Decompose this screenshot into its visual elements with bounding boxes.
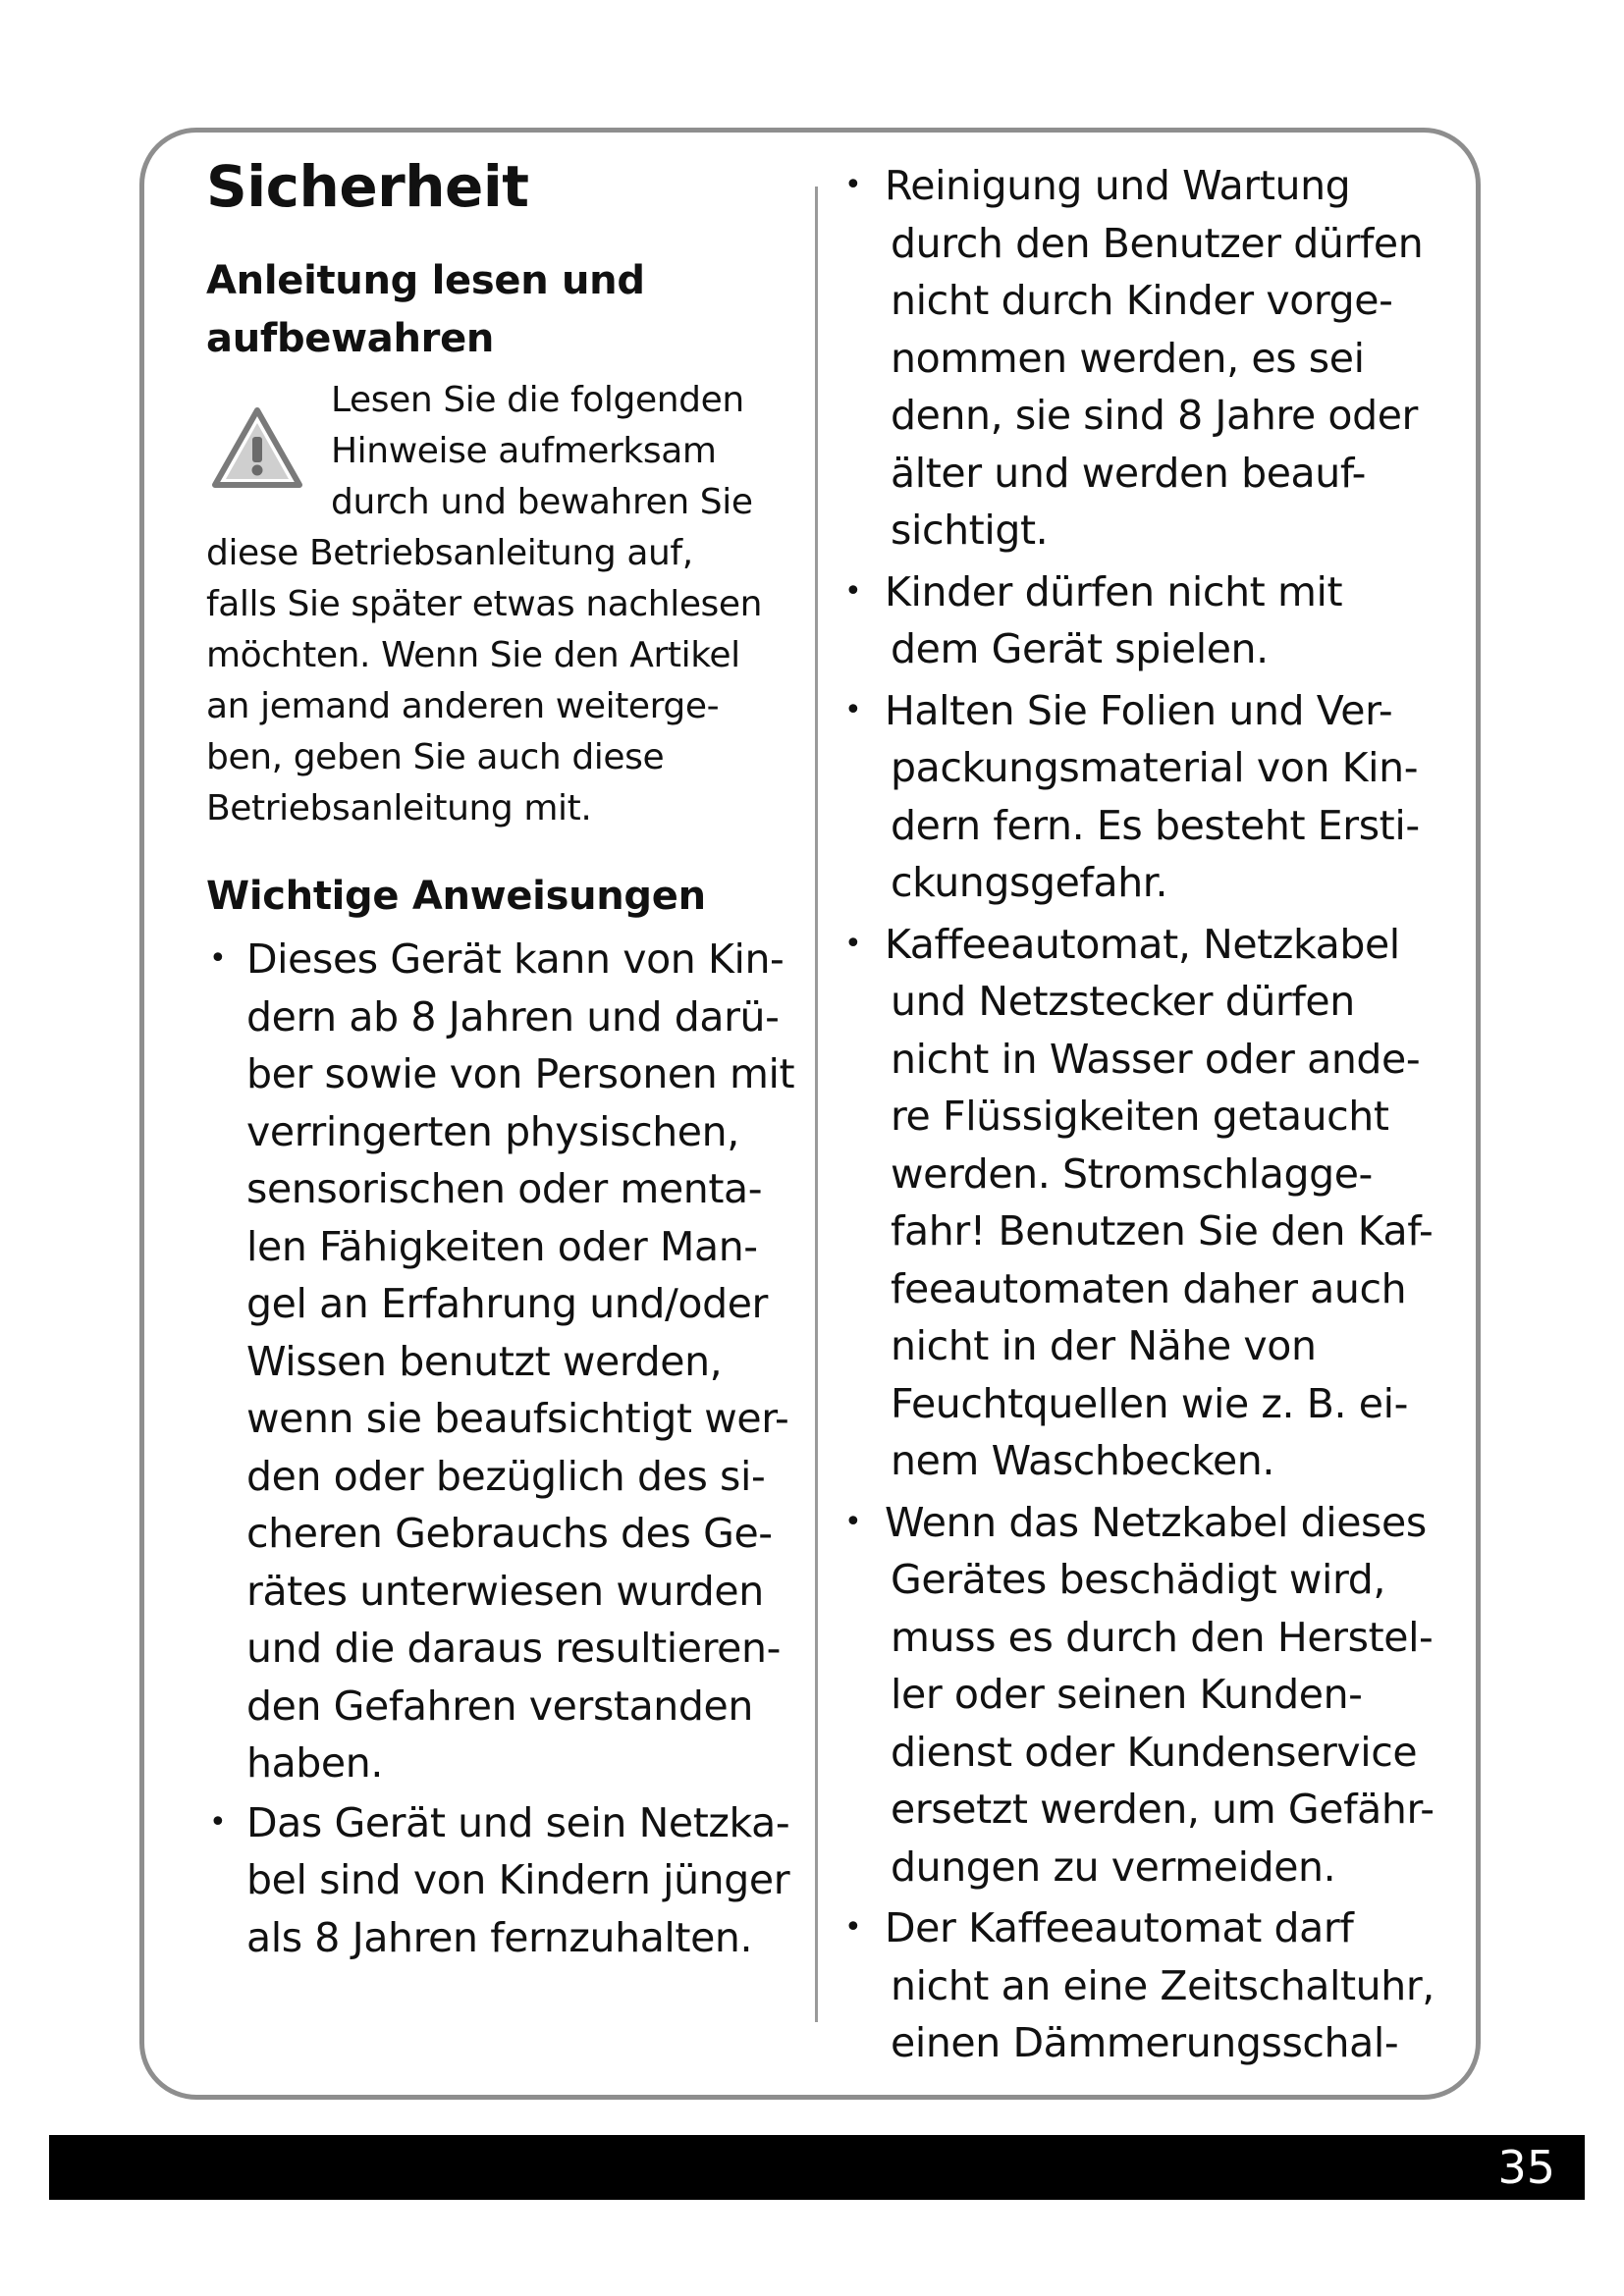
heading-line: Anleitung lesen und bbox=[206, 258, 645, 303]
read-instructions-text bbox=[206, 375, 805, 834]
text-line: denn, sie sind 8 Jahre oder bbox=[891, 392, 1419, 439]
bullet: • bbox=[844, 692, 862, 727]
text-line: dungen zu vermeiden. bbox=[891, 1842, 1336, 1891]
text-line: Reinigung und Wartung bbox=[885, 162, 1351, 209]
text-line: einen Dämmerungsschal- bbox=[891, 2019, 1399, 2066]
text-line: Hinweise aufmerksam bbox=[331, 431, 717, 471]
text-line: falls Sie später etwas nachlesen bbox=[206, 584, 763, 624]
text-line: feeautomaten daher auch bbox=[891, 1264, 1407, 1312]
footer-bar bbox=[49, 2135, 1585, 2200]
text-line: Das Gerät und sein Netzka- bbox=[246, 1798, 790, 1846]
right-column bbox=[844, 157, 1434, 2072]
bullet: • bbox=[844, 168, 862, 202]
text-line: bel sind von Kindern jünger bbox=[246, 1856, 790, 1903]
bullet: • bbox=[844, 1504, 862, 1539]
important-list-left bbox=[206, 931, 805, 1966]
text-line: nicht in der Nähe von bbox=[891, 1322, 1317, 1369]
text-line: gel an Erfahrung und/oder bbox=[246, 1280, 769, 1327]
text-line: cheren Gebrauchs des Ge- bbox=[246, 1510, 773, 1557]
section-title: Sicherheit bbox=[206, 153, 529, 220]
bullet: • bbox=[209, 941, 227, 976]
text-line: wenn sie beaufsichtigt wer- bbox=[246, 1395, 789, 1442]
text-line: ler oder seinen Kunden- bbox=[891, 1671, 1363, 1718]
list-item bbox=[844, 563, 1434, 678]
list-item bbox=[844, 1494, 1434, 1896]
left-column bbox=[206, 152, 805, 1966]
text-line: dern ab 8 Jahren und darü- bbox=[246, 992, 780, 1041]
text-line: re Flüssigkeiten getaucht bbox=[891, 1093, 1389, 1140]
text-line: len Fähigkeiten oder Man- bbox=[246, 1222, 758, 1270]
text-line: dem Gerät spielen. bbox=[891, 625, 1269, 672]
text-line: nem Waschbecken. bbox=[891, 1437, 1275, 1484]
text-line: möchten. Wenn Sie den Artikel bbox=[206, 635, 740, 675]
text-line: dern fern. Es besteht Ersti- bbox=[891, 801, 1420, 849]
text-line: ckungsgefahr. bbox=[891, 859, 1168, 906]
text-line: Kaffeeautomat, Netzkabel bbox=[885, 920, 1400, 968]
text-line: Der Kaffeeautomat darf bbox=[885, 1904, 1354, 1951]
bullet: • bbox=[209, 1804, 227, 1840]
list-item bbox=[206, 931, 805, 1792]
text-line: Feuchtquellen wie z. B. ei- bbox=[891, 1379, 1408, 1427]
bullet: • bbox=[844, 1910, 862, 1945]
text-line: nicht an eine Zeitschaltuhr, bbox=[891, 1961, 1435, 2009]
page-number: 35 bbox=[1497, 2141, 1555, 2194]
text-line: rätes unterwiesen wurden bbox=[246, 1567, 764, 1615]
text-line: an jemand anderen weiterge- bbox=[206, 686, 720, 726]
text-line: sensorischen oder menta- bbox=[246, 1165, 763, 1212]
text-line: und die daraus resultieren- bbox=[246, 1625, 781, 1672]
text-line: den oder bezüglich des si- bbox=[246, 1452, 766, 1500]
text-line: durch den Benutzer dürfen bbox=[891, 219, 1424, 267]
heading-line: aufbewahren bbox=[206, 316, 495, 361]
text-line: ben, geben Sie auch diese bbox=[206, 737, 665, 777]
text-line: diese Betriebsanleitung auf, bbox=[206, 533, 693, 573]
text-line: Wenn das Netzkabel dieses bbox=[885, 1498, 1427, 1546]
text-line: sichtigt. bbox=[891, 507, 1049, 554]
text-line: dienst oder Kundenservice bbox=[891, 1728, 1418, 1776]
text-line: nicht durch Kinder vorge- bbox=[891, 277, 1393, 324]
text-line: Kinder dürfen nicht mit bbox=[885, 567, 1343, 615]
text-line: Halten Sie Folien und Ver- bbox=[885, 686, 1393, 734]
text-line: und Netzstecker dürfen bbox=[891, 978, 1355, 1025]
list-item bbox=[206, 1794, 805, 1967]
important-list-right bbox=[844, 157, 1434, 2072]
text-line: ber sowie von Personen mit bbox=[246, 1050, 795, 1097]
text-line: ersetzt werden, um Gefähr- bbox=[891, 1786, 1435, 1833]
text-line: Betriebsanleitung mit. bbox=[206, 788, 592, 828]
text-line: Gerätes beschädigt wird, bbox=[891, 1556, 1386, 1603]
text-line: muss es durch den Herstel- bbox=[891, 1613, 1434, 1661]
important-heading: Wichtige Anweisungen bbox=[206, 874, 706, 919]
read-instructions-heading bbox=[206, 252, 805, 368]
bullet: • bbox=[844, 573, 862, 609]
list-item bbox=[844, 916, 1434, 1490]
text-line: nommen werden, es sei bbox=[891, 334, 1365, 382]
text-line: älter und werden beauf- bbox=[891, 449, 1367, 497]
list-item bbox=[844, 1899, 1434, 2072]
column-divider bbox=[815, 187, 818, 2022]
warning-triangle-icon bbox=[210, 404, 304, 491]
list-item bbox=[844, 682, 1434, 912]
text-line: Dieses Gerät kann von Kin- bbox=[246, 935, 785, 983]
text-line: haben. bbox=[246, 1739, 383, 1787]
text-line: Lesen Sie die folgenden bbox=[331, 380, 744, 420]
list-item bbox=[844, 157, 1434, 560]
text-line: fahr! Benutzen Sie den Kaf- bbox=[891, 1207, 1434, 1255]
text-line: den Gefahren verstanden bbox=[246, 1682, 753, 1730]
text-line: packungsmaterial von Kin- bbox=[891, 744, 1419, 791]
text-line: Wissen benutzt werden, bbox=[246, 1337, 723, 1385]
text-line: als 8 Jahren fernzuhalten. bbox=[246, 1913, 753, 1961]
text-line: verringerten physischen, bbox=[246, 1107, 739, 1155]
bullet: • bbox=[844, 926, 862, 961]
text-line: nicht in Wasser oder ande- bbox=[891, 1035, 1421, 1083]
text-line: werden. Stromschlagge- bbox=[891, 1149, 1373, 1198]
text-line: durch und bewahren Sie bbox=[331, 482, 753, 522]
